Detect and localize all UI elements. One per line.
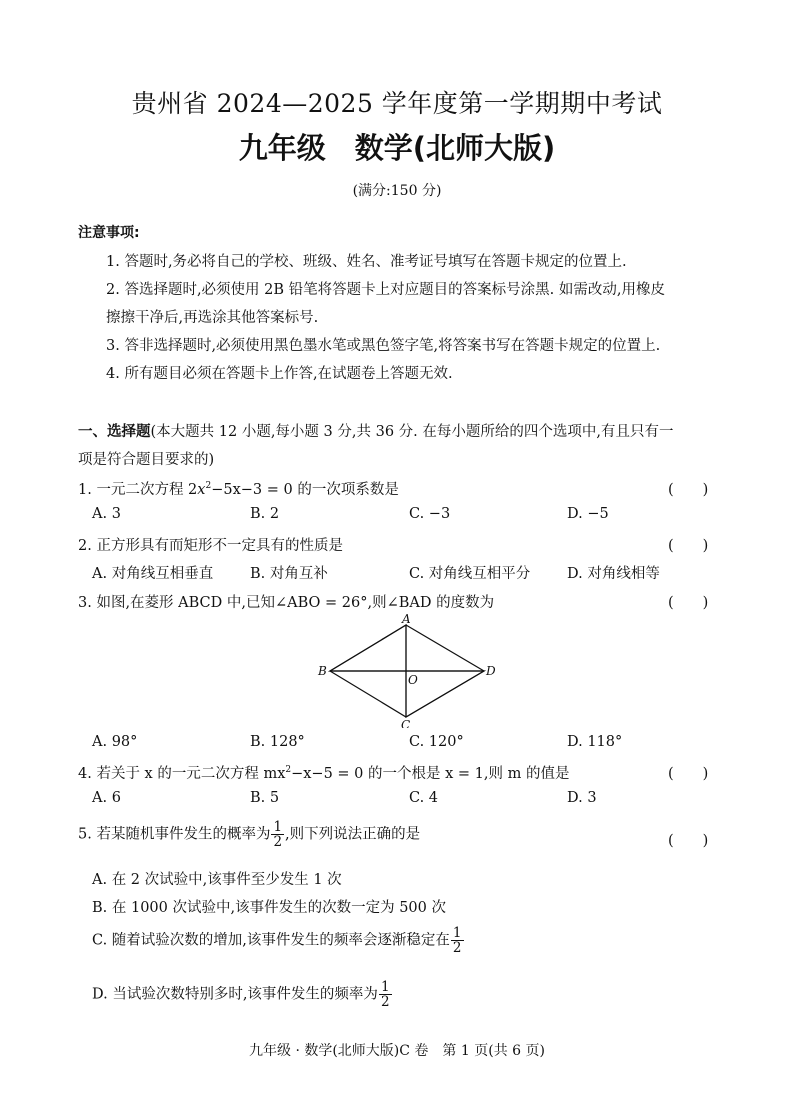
label-b: B bbox=[318, 664, 327, 678]
answer-paren-1: ( ) bbox=[668, 482, 709, 498]
question-2-stem: 2. 正方形具有而矩形不一定具有的性质是 bbox=[78, 538, 343, 554]
fraction-one-half-d: $\frac{1}{2}$ bbox=[380, 979, 390, 1011]
q5-option-a: A. 在 2 次试验中,该事件至少发生 1 次 bbox=[92, 872, 342, 888]
q5-option-b: B. 在 1000 次试验中,该事件发生的次数一定为 500 次 bbox=[92, 900, 446, 916]
q3-option-b: B. 128° bbox=[250, 734, 305, 750]
q5-option-c: C. 随着试验次数的增加,该事件发生的频率会逐渐稳定在 $\frac{1}{2}$ bbox=[92, 925, 462, 957]
label-a: A bbox=[402, 612, 411, 626]
notice-item-2-cont: 擦擦干净后,再选涂其他答案标号. bbox=[106, 310, 319, 326]
q2-option-b: B. 对角互补 bbox=[250, 566, 328, 582]
label-d: D bbox=[486, 664, 496, 678]
notice-item-4: 4. 所有题目必须在答题卡上作答,在试题卷上答题无效. bbox=[106, 366, 453, 382]
rhombus-figure bbox=[310, 612, 500, 728]
page-footer: 九年级 · 数学(北师大版)C 卷 第 1 页(共 6 页) bbox=[249, 1043, 545, 1059]
answer-paren-5: ( ) bbox=[668, 833, 709, 849]
q1-option-b: B. 2 bbox=[250, 506, 280, 522]
notice-item-3: 3. 答非选择题时,必须使用黑色墨水笔或黑色签字笔,将答案书写在答题卡规定的位置上. bbox=[106, 338, 661, 354]
fraction-one-half-c: $\frac{1}{2}$ bbox=[452, 925, 462, 957]
label-c: C bbox=[401, 718, 411, 728]
exam-title: 贵州省 2024—2025 学年度第一学期期中考试 bbox=[131, 89, 663, 118]
notice-item-2: 2. 答选择题时,必须使用 2B 铅笔将答题卡上对应题目的答案标号涂黑. 如需改动,用橡皮 bbox=[106, 282, 665, 298]
q2-option-d: D. 对角线相等 bbox=[567, 566, 660, 582]
q3-option-a: A. 98° bbox=[92, 734, 138, 750]
q4-option-d: D. 3 bbox=[567, 790, 597, 806]
q4-option-b: B. 5 bbox=[250, 790, 280, 806]
q3-option-d: D. 118° bbox=[567, 734, 623, 750]
q4-option-a: A. 6 bbox=[92, 790, 121, 806]
exam-subtitle: 九年级 数学(北师大版) bbox=[238, 131, 556, 165]
fraction-one-half: $\frac{1}{2}$ bbox=[273, 819, 283, 851]
label-o: O bbox=[408, 673, 418, 687]
question-5-stem: 5. 若某随机事件发生的概率为 $\frac{1}{2}$ ,则下列说法正确的是 bbox=[78, 819, 421, 851]
notice-heading: 注意事项: bbox=[78, 225, 140, 241]
q2-option-c: C. 对角线互相平分 bbox=[409, 566, 531, 582]
q5-option-d: D. 当试验次数特别多时,该事件发生的频率为 $\frac{1}{2}$ bbox=[92, 979, 390, 1011]
question-3-stem: 3. 如图,在菱形 ABCD 中,已知∠ABO = 26°,则∠BAD 的度数为 bbox=[78, 595, 495, 611]
q3-option-c: C. 120° bbox=[409, 734, 464, 750]
section-desc-cont: 项是符合题目要求的) bbox=[78, 452, 215, 468]
full-score: (满分:150 分) bbox=[352, 183, 442, 199]
q1-option-c: C. −3 bbox=[409, 506, 451, 522]
q1-option-d: D. −5 bbox=[567, 506, 609, 522]
answer-paren-4: ( ) bbox=[668, 766, 709, 782]
section-header bbox=[78, 420, 673, 441]
section-desc: (本大题共 12 小题,每小题 3 分,共 36 分. 在每小题所给的四个选项中,有且只有一 bbox=[150, 424, 674, 440]
answer-paren-3: ( ) bbox=[668, 595, 709, 611]
q2-option-a: A. 对角线互相垂直 bbox=[92, 566, 214, 582]
question-4-stem: 4. 若关于 x 的一元二次方程 $mx^2-x-5 = 0$ 的一个根是 x = 1,则 m 的值是 bbox=[78, 765, 570, 782]
q4-option-c: C. 4 bbox=[409, 790, 439, 806]
notice-item-1: 1. 答题时,务必将自己的学校、班级、姓名、准考证号填写在答题卡规定的位置上. bbox=[106, 254, 627, 270]
question-1-stem: 1. 一元二次方程 $2x^2-5x-3 = 0$ 的一次项系数是 bbox=[78, 481, 399, 498]
q1-option-a: A. 3 bbox=[92, 506, 121, 522]
answer-paren-2: ( ) bbox=[668, 538, 709, 554]
section-label: 一、选择题 bbox=[78, 424, 151, 440]
